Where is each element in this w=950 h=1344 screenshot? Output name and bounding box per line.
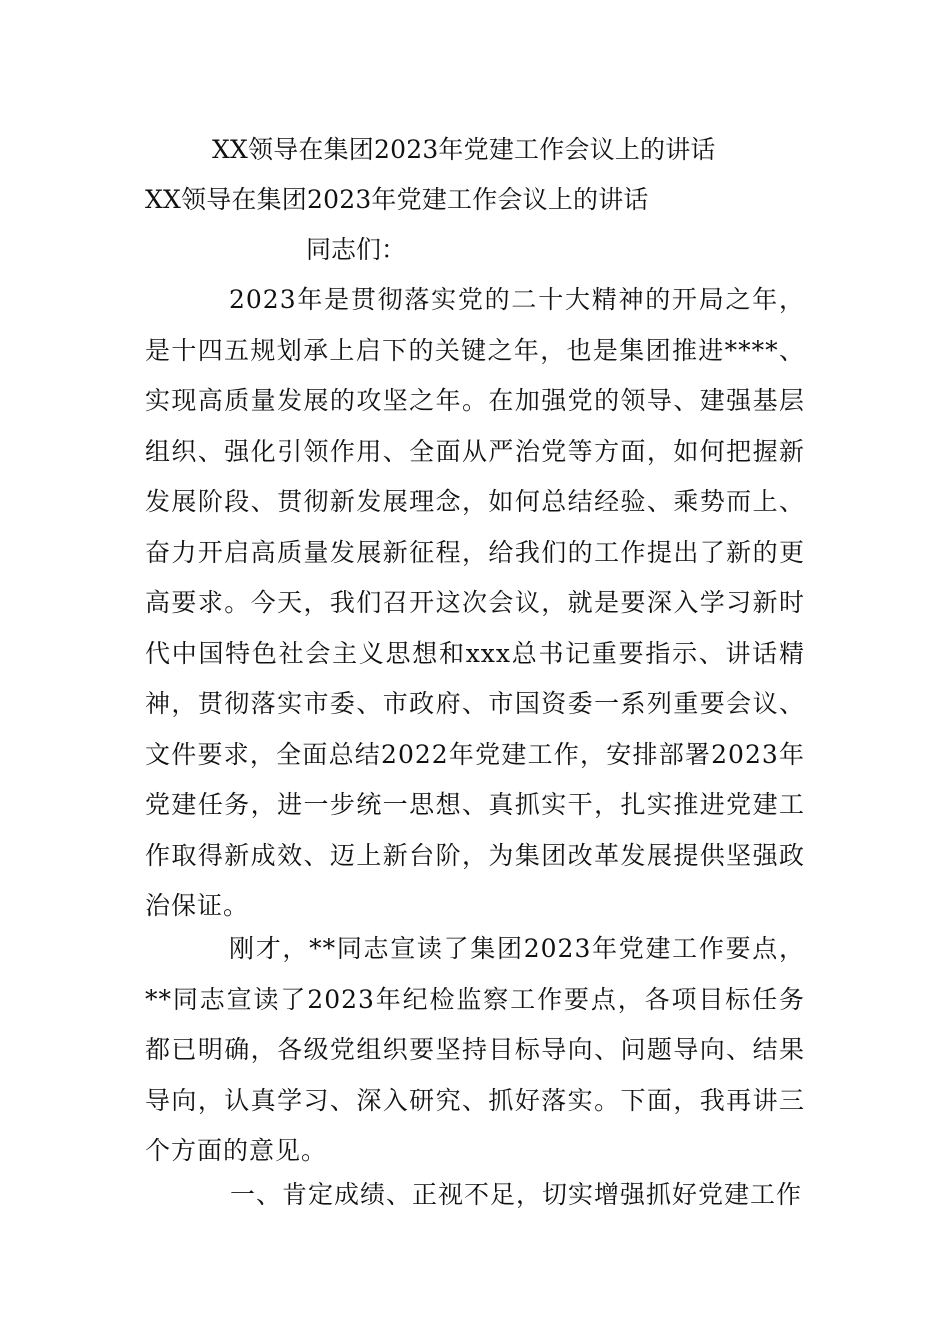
salutation: 同志们： — [306, 235, 407, 264]
section-heading: 一、肯定成绩、正视不足，切实增强抓好党建工作 — [230, 1180, 803, 1209]
paragraph-2: 刚才，**同志宣读了集团2023年党建工作要点，**同志宣读了2023年纪检监察工作要点，各项目标任务都已明确，各级党组织要坚持目标导向、问题导向、结果导向，认真学习、深入研究、抓好落实。下面，我再讲三个方面的意见。 — [145, 934, 805, 1165]
paragraph-1: 2023年是贯彻落实党的二十大精神的开局之年，是十四五规划承上启下的关键之年，也是集团推进****、实现高质量发展的攻坚之年。在加强党的领导、建强基层组织、强化引领作用、全面从严治党等方面，如何把握新发展阶段、贯彻新发展理念，如何总结经验、乘势而上、奋力开启高质量发展新征程，给我们的工作提出了新的更高要求。今天，我们召开这次会议，就是要深入学习新时代中国特色社会主义思想和xxx总书记重要指示、讲话精神，贯彻落实市委、市政府、市国资委一系列重要会议、文件要求，全面总结2022年党建工作，安排部署2023年党建任务，进一步统一思想、真抓实干，扎实推进党建工作取得新成效、迈上新台阶，为集团改革发展提供坚强政治保证。 — [145, 285, 805, 920]
document-subtitle: XX领导在集团2023年党建工作会议上的讲话 — [145, 185, 649, 214]
document-title: XX领导在集团2023年党建工作会议上的讲话 — [212, 135, 716, 164]
